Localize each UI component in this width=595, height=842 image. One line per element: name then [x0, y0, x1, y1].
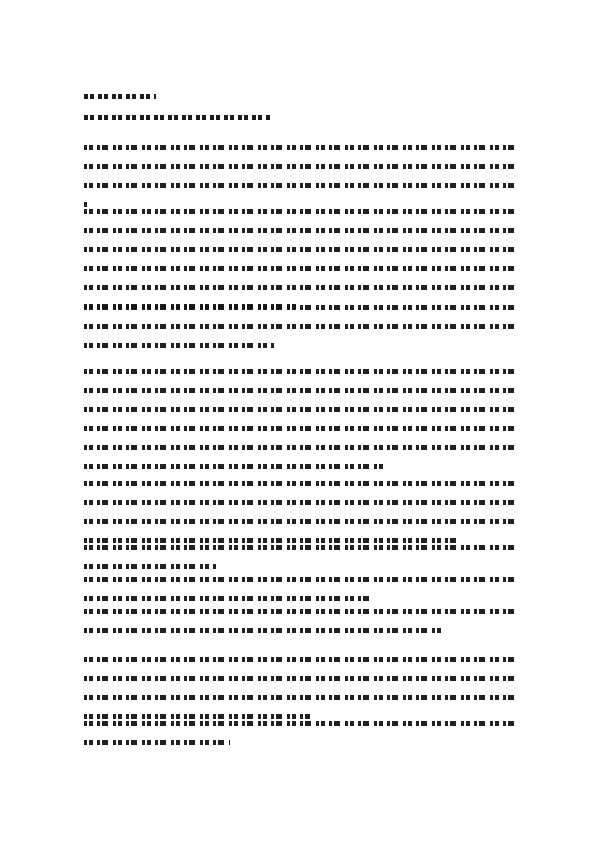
text-line: [84, 657, 514, 666]
text-line: [84, 519, 514, 528]
text-line: [84, 247, 514, 256]
text-line: [84, 369, 514, 378]
text-line: [84, 676, 514, 685]
text-line: [84, 500, 514, 509]
text-line: [84, 740, 230, 749]
paragraph-8: [84, 609, 514, 647]
text-line: [84, 564, 216, 573]
text-line: [84, 628, 444, 637]
paragraph-4: [84, 369, 514, 483]
text-line: [84, 407, 514, 416]
text-line: [84, 228, 514, 237]
text-line: [84, 481, 514, 490]
text-line: [84, 426, 514, 435]
header-block: [84, 94, 514, 136]
text-line: [84, 145, 514, 154]
header-line-2: [84, 115, 270, 125]
text-line: [84, 464, 384, 473]
header-line-1: [84, 94, 156, 104]
text-line: [84, 209, 514, 218]
text-line: [84, 695, 514, 704]
text-line: [84, 721, 514, 730]
text-line: [84, 545, 514, 554]
text-line: [84, 343, 274, 352]
text-line: [84, 596, 374, 605]
text-line: [84, 324, 514, 333]
text-line: [84, 609, 514, 618]
text-line: [84, 183, 514, 192]
text-line: [84, 305, 514, 314]
text-line: [84, 266, 514, 275]
text-line: [84, 388, 514, 397]
text-line: [84, 164, 514, 173]
text-line: [84, 285, 514, 294]
paragraph-3: [84, 305, 514, 362]
paragraph-10: [84, 721, 514, 759]
text-line: [84, 445, 514, 454]
text-line: [84, 577, 514, 586]
